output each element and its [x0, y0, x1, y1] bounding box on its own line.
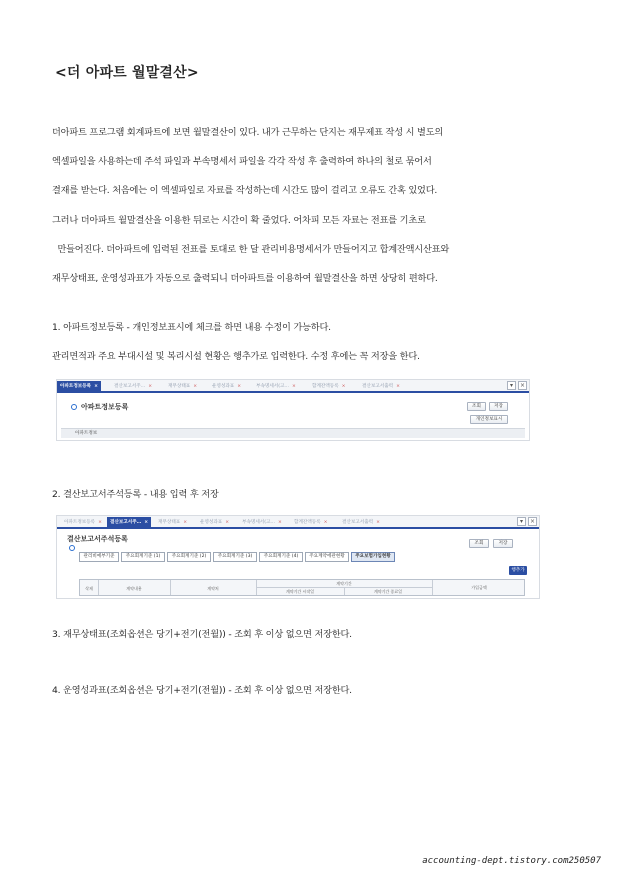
close-icon[interactable]: ×: [148, 384, 153, 389]
close-window-icon[interactable]: ×: [519, 382, 526, 389]
tab-balance-sheet[interactable]: [165, 381, 200, 392]
intro-line: 재무상태표, 운영성과표가 자동으로 출력되니 더아파트를 이용하여 월말결산을 하면 상당히 편하다.: [52, 273, 438, 285]
tab-report-print[interactable]: [359, 381, 403, 392]
close-icon[interactable]: ×: [323, 520, 328, 525]
tab-label: 합계잔액등록: [312, 384, 339, 389]
window-controls: [517, 517, 537, 526]
intro-line: 더아파트 프로그램 회계파트에 보면 월말결산이 있다. 내가 근무하는 단지는 재무제표 작성 시 별도의: [52, 127, 444, 138]
section2-heading: 2. 결산보고서주석등록 - 내용 입력 후 저장: [52, 489, 219, 500]
subtab-management-fee[interactable]: 관리비예부기준: [79, 552, 119, 562]
section1-heading: 1. 아파트정보등록 - 개인정보표시에 체크를 하면 내용 수정이 가능하다.: [52, 322, 331, 333]
tab-trial-balance[interactable]: [309, 381, 349, 392]
privacy-label: 개인정보표시: [475, 417, 503, 422]
section4-heading: 4. 운영성과표(조회옵션은 당기+전기(전월)) - 조회 후 이상 없으면 저장한다.: [52, 685, 352, 696]
column-header-period: 계약기간: [336, 581, 352, 586]
section-bar: 아파트정보: [61, 428, 525, 438]
blog-signature: accounting-dept.tistory.com250507: [422, 856, 601, 866]
tab-label: 결산보고서주…: [110, 520, 142, 525]
subtab-accounting-2[interactable]: 주요회계기준 (2): [167, 552, 211, 562]
tab-label: 부속명세서(고…: [242, 520, 276, 525]
column-header-no: 삭제: [85, 586, 93, 591]
column-header-content: 계약내용: [126, 586, 142, 591]
circle-icon: [71, 404, 77, 410]
table-header: [79, 579, 525, 596]
save-button[interactable]: 저장: [489, 402, 508, 411]
close-icon[interactable]: ×: [98, 520, 102, 525]
column-header-start: 계약기간 시작일: [285, 589, 315, 594]
restore-icon[interactable]: ▾: [507, 381, 516, 390]
section3-heading: 3. 재무상태표(조회옵션은 당기+전기(전월)) - 조회 후 이상 없으면 저장한다.: [52, 629, 352, 640]
close-icon[interactable]: ×: [225, 520, 230, 525]
tab-label: 아파트정보등록: [64, 520, 96, 525]
tab-label: 재무상태표: [158, 520, 181, 525]
tab-bar: [57, 380, 529, 393]
tab-balance-sheet[interactable]: [155, 517, 190, 528]
page-title: <더 아파트 월말결산>: [55, 65, 199, 81]
column-header-end: 계약기간 종료일: [373, 589, 403, 594]
intro-paragraph: [52, 118, 572, 293]
tab-label: 아파트정보등록: [60, 384, 92, 389]
close-icon[interactable]: ×: [278, 520, 282, 525]
privacy-display-checkbox[interactable]: [470, 415, 508, 424]
close-icon[interactable]: ×: [94, 384, 98, 389]
tab-label: 결산보고서주…: [114, 384, 146, 389]
close-icon[interactable]: ×: [396, 384, 400, 389]
column-header-amount: 가입금액: [471, 585, 487, 590]
subtab-accounting-3[interactable]: 주요회계기준 (3): [213, 552, 257, 562]
tab-apartment-info[interactable]: [57, 381, 101, 392]
notes-registration-screenshot: [56, 515, 540, 599]
close-icon[interactable]: ×: [237, 384, 242, 389]
screen-title: [67, 534, 128, 544]
circle-icon: [69, 545, 75, 551]
close-icon[interactable]: ×: [376, 520, 380, 525]
close-icon[interactable]: ×: [193, 384, 198, 389]
tab-apartment-info[interactable]: [61, 517, 105, 528]
save-button[interactable]: 저장: [493, 539, 513, 548]
tab-notes[interactable]: [111, 381, 155, 392]
subtab-accounting-1[interactable]: 주요회계기준 (1): [121, 552, 165, 562]
tab-bar: [57, 516, 539, 529]
tab-operating-statement[interactable]: [197, 517, 232, 528]
search-button[interactable]: 조회: [467, 402, 486, 411]
tab-operating-statement[interactable]: [209, 381, 244, 392]
close-window-icon[interactable]: ×: [529, 518, 536, 525]
tab-label: 운영성과표: [200, 520, 223, 525]
column-header-party: 계약처: [207, 586, 219, 591]
tab-trial-balance[interactable]: [291, 517, 331, 528]
close-icon[interactable]: ×: [183, 520, 188, 525]
subtab-accounting-4[interactable]: 주요회계기준 (4): [259, 552, 303, 562]
tab-schedules[interactable]: [239, 517, 285, 528]
intro-line: 그러나 더아파트 월말결산을 이용한 뒤로는 시간이 확 줄었다. 어차피 모든 자료는 전표를 기초로: [52, 214, 426, 226]
intro-line: 결재를 받는다. 처음에는 이 엑셀파일로 자료를 작성하는데 시간도 많이 걸리고 오류도 간혹 있었다.: [52, 185, 438, 197]
screen-title-text: 아파트정보등록: [81, 403, 129, 411]
section1-subtext: 관리면적과 주요 부대시설 및 복리시설 현황은 행추가로 입력한다. 수정 후에는 꼭 저장을 한다.: [52, 351, 420, 362]
search-button[interactable]: 조회: [469, 539, 489, 548]
add-row-button[interactable]: 행추가: [509, 566, 527, 575]
intro-line: 엑셀파일을 사용하는데 주석 파일과 부속명세서 파일을 각각 작성 후 출력하여 하나의 철로 묶어서: [52, 156, 432, 168]
subtab-contracts[interactable]: 주요계약에관현황: [305, 552, 349, 562]
circle-marker: [69, 544, 79, 552]
screen-title-text: 결산보고서주석등록: [67, 535, 128, 543]
close-icon[interactable]: ×: [341, 384, 346, 389]
tab-schedules[interactable]: [253, 381, 299, 392]
apartment-info-screenshot: [56, 379, 530, 441]
tab-label: 결산보고서출력: [362, 384, 394, 389]
tab-notes[interactable]: [107, 517, 151, 528]
tab-label: 부속명세서(고…: [256, 384, 290, 389]
close-icon[interactable]: ×: [144, 520, 149, 525]
screen-title: [71, 402, 128, 412]
tab-report-print[interactable]: [339, 517, 383, 528]
intro-line: 만들어진다. 더아파트에 입력된 전표를 토대로 한 달 관리비용명세서가 만들어지고 합계잔액시산표와: [52, 243, 449, 255]
subtab-insurance[interactable]: 주요보험가입현황: [351, 552, 395, 562]
tab-label: 합계잔액등록: [294, 520, 321, 525]
restore-icon[interactable]: ▾: [517, 517, 526, 526]
tab-label: 운영성과표: [212, 384, 235, 389]
close-icon[interactable]: ×: [292, 384, 296, 389]
window-controls: [507, 381, 527, 390]
tab-label: 재무상태표: [168, 384, 191, 389]
tab-label: 결산보고서출력: [342, 520, 374, 525]
